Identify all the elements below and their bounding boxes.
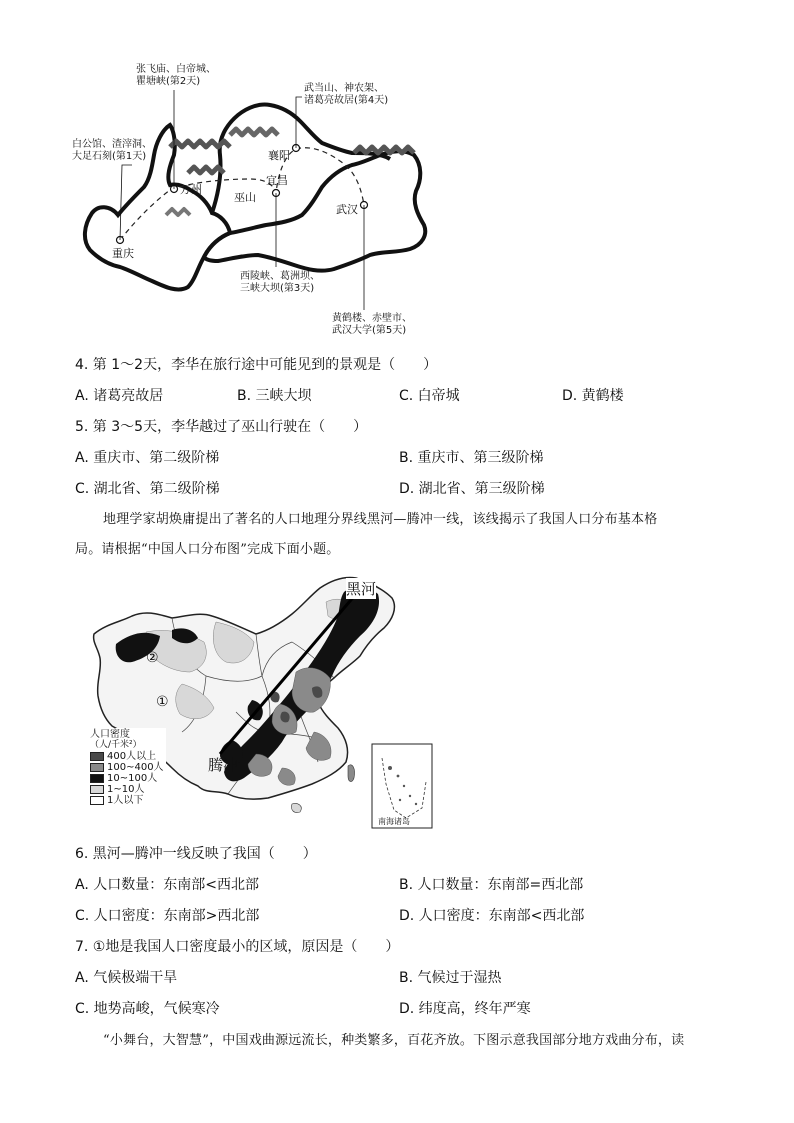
- legend-label: 400人以上: [107, 751, 157, 762]
- intro2-line1: “小舞台，大智慧”，中国戏曲源远流长，种类繁多，百花齐放。下图示意我国部分地方戏曲分布，读: [103, 1033, 685, 1048]
- q7-option-b[interactable]: B. 气候过于湿热: [399, 970, 502, 986]
- population-map: [86, 572, 441, 830]
- callout-day1-line2: 大足石刻(第1天): [72, 151, 147, 162]
- q4-option-d[interactable]: D. 黄鹤楼: [562, 388, 624, 404]
- q6-option-c[interactable]: C. 人口密度：东南部>西北部: [75, 908, 260, 924]
- callout-day4-line1: 武当山、神农架、: [304, 83, 384, 94]
- mountain-range-wuling: [166, 209, 190, 215]
- q5-stem: 5. 第 3～5天，李华越过了巫山行驶在（ ）: [75, 419, 368, 435]
- callout-day5: [332, 313, 412, 337]
- legend-label: 100~400人: [107, 762, 164, 773]
- q4-stem: 4. 第 1～2天，李华在旅行途中可能见到的景观是（ ）: [75, 357, 438, 373]
- callout-day5-line1: 黄鹤楼、赤壁市、: [332, 313, 412, 324]
- q7-stem: 7. ①地是我国人口密度最小的区域，原因是（ ）: [75, 939, 400, 955]
- route-map-graphic: [70, 55, 450, 345]
- legend-swatch: [90, 763, 104, 772]
- mountain-range-daba: [170, 141, 230, 147]
- callout-day1: [72, 139, 152, 163]
- legend-swatch: [90, 752, 104, 761]
- city-wanzhou: 万州: [180, 183, 202, 196]
- intro1-line2: 局。请根据“中国人口分布图”完成下面小题。: [75, 542, 340, 557]
- callout-day2-line1: 张飞庙、白帝城、: [136, 64, 216, 75]
- callout-day5-line2: 武汉大学(第5天): [332, 325, 407, 336]
- hubei-outline: [204, 151, 425, 270]
- city-wushan: 巫山: [234, 191, 256, 204]
- callout-day2: [136, 64, 216, 88]
- city-xiangyang: 襄阳: [268, 149, 290, 162]
- legend-label: 10~100人: [107, 773, 158, 784]
- q7-option-a[interactable]: A. 气候极端干旱: [75, 970, 178, 986]
- legend-item-1-10: [90, 784, 164, 795]
- callout-day4-line2: 诸葛亮故居(第4天): [304, 95, 389, 106]
- callout-day2-line2: 瞿塘峡(第2天): [136, 76, 201, 87]
- q6-stem: 6. 黑河—腾冲一线反映了我国（ ）: [75, 846, 317, 862]
- q7-option-c[interactable]: C. 地势高峻，气候寒冷: [75, 1001, 220, 1017]
- q4-option-c[interactable]: C. 白帝城: [399, 388, 460, 404]
- density-legend: [88, 728, 166, 807]
- city-wuhan: 武汉: [336, 203, 358, 216]
- inset-label: 南海诸岛: [378, 817, 410, 826]
- legend-label: 1人以下: [107, 795, 144, 806]
- q7-option-d[interactable]: D. 纬度高，终年严寒: [399, 1001, 531, 1017]
- mountain-range-wudang: [230, 129, 278, 135]
- legend-item-10-100: [90, 773, 164, 784]
- q4-option-a[interactable]: A. 诸葛亮故居: [75, 388, 164, 404]
- legend-swatch: [90, 796, 104, 805]
- legend-item-400-plus: [90, 751, 164, 762]
- q5-option-c[interactable]: C. 湖北省、第二级阶梯: [75, 481, 220, 497]
- hainan-shape: [291, 803, 301, 812]
- legend-item-100-400: [90, 762, 164, 773]
- callout-day3-line2: 三峡大坝(第3天): [240, 283, 315, 294]
- q5-option-a[interactable]: A. 重庆市、第二级阶梯: [75, 450, 220, 466]
- q6-option-a[interactable]: A. 人口数量：东南部<西北部: [75, 877, 259, 893]
- legend-swatch: [90, 785, 104, 794]
- label-tengchong: 腾冲: [208, 756, 239, 774]
- callout-day3-line1: 西陵峡、葛洲坝、: [240, 271, 320, 282]
- city-chongqing: 重庆: [112, 247, 134, 260]
- city-yichang: 宜昌: [266, 174, 288, 187]
- legend-title: 人口密度: [90, 729, 130, 740]
- callout-day3: [240, 271, 320, 295]
- legend-unit: （人/千米²）: [90, 740, 142, 750]
- q5-option-b[interactable]: B. 重庆市、第三级阶梯: [399, 450, 544, 466]
- callout-day4: [304, 83, 388, 107]
- callout-day1-line1: 白公馆、渣滓洞、: [72, 139, 152, 150]
- legend-swatch: [90, 774, 104, 783]
- marker-1: ①: [156, 694, 169, 710]
- q6-option-b[interactable]: B. 人口数量：东南部=西北部: [399, 877, 584, 893]
- label-heihe: 黑河: [346, 580, 377, 598]
- legend-label: 1~10人: [107, 784, 145, 795]
- legend-item-below-1: [90, 795, 164, 806]
- route-map: [70, 55, 450, 345]
- q6-option-d[interactable]: D. 人口密度：东南部<西北部: [399, 908, 585, 924]
- q5-option-d[interactable]: D. 湖北省、第三级阶梯: [399, 481, 545, 497]
- marker-2: ②: [146, 650, 159, 666]
- taiwan-shape: [348, 765, 355, 782]
- q4-option-b[interactable]: B. 三峡大坝: [237, 388, 312, 404]
- intro1-line1: 地理学家胡焕庸提出了著名的人口地理分界线黑河—腾冲一线，该线揭示了我国人口分布基本格: [103, 512, 658, 527]
